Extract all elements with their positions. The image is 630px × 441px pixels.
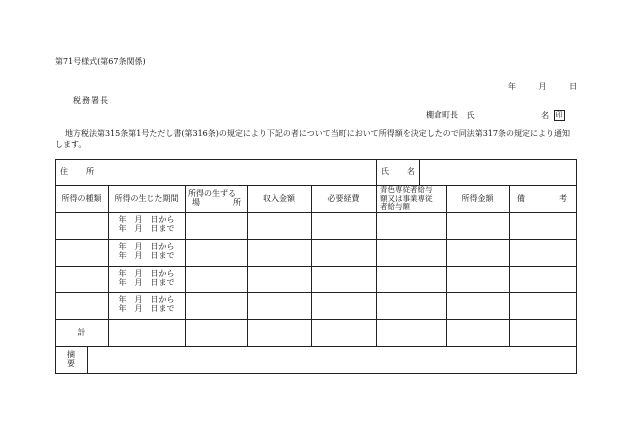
col-place: 所得の生ずる 場 所 [188,189,241,207]
col-salary: 青色専従者給与 額又は事業専従 者給与額 [380,185,433,211]
name-label: 氏 名 [381,167,415,176]
name-value[interactable] [420,160,576,185]
period-cell: 年 月 日から 年 月 日まで [118,269,175,287]
address-value[interactable] [109,160,375,185]
issuer-line [426,110,565,121]
total-label: 計 [77,328,86,337]
col-amount: 所得金額 [461,194,494,203]
seal-mark: 印 [555,111,563,119]
month-label: 月 [538,82,547,91]
issuer-office: 棚倉町長 [426,110,458,120]
addressee: 税務署長 [73,96,109,105]
period-cell: 年 月 日から 年 月 日まで [118,242,175,260]
col-income-type: 所得の種類 [61,194,102,203]
summary-label: 摘 要 [67,350,75,368]
address-label: 住 所 [60,167,94,176]
date-line [508,82,577,92]
col-period: 所得の生じた期間 [114,194,179,203]
col-expense: 必要経費 [327,194,360,203]
year-label: 年 [508,82,516,91]
period-cell: 年 月 日から 年 月 日まで [118,215,175,233]
day-label: 日 [569,82,578,91]
form-number: 第71号様式(第67条関係) [55,57,146,66]
issuer-title: 氏 [466,110,475,120]
issuer-name-label: 名 [541,110,550,120]
summary-value[interactable] [88,347,576,373]
period-cell: 年 月 日から 年 月 日まで [118,295,175,313]
notice-text: 地方税法第315条第1号ただし書(第316条)の規定により下記の者について当町において所得額を決定したので同法第317条の規定により通知します。 [55,129,570,149]
col-income: 収入金額 [263,194,295,203]
col-remarks: 備 考 [517,194,567,203]
